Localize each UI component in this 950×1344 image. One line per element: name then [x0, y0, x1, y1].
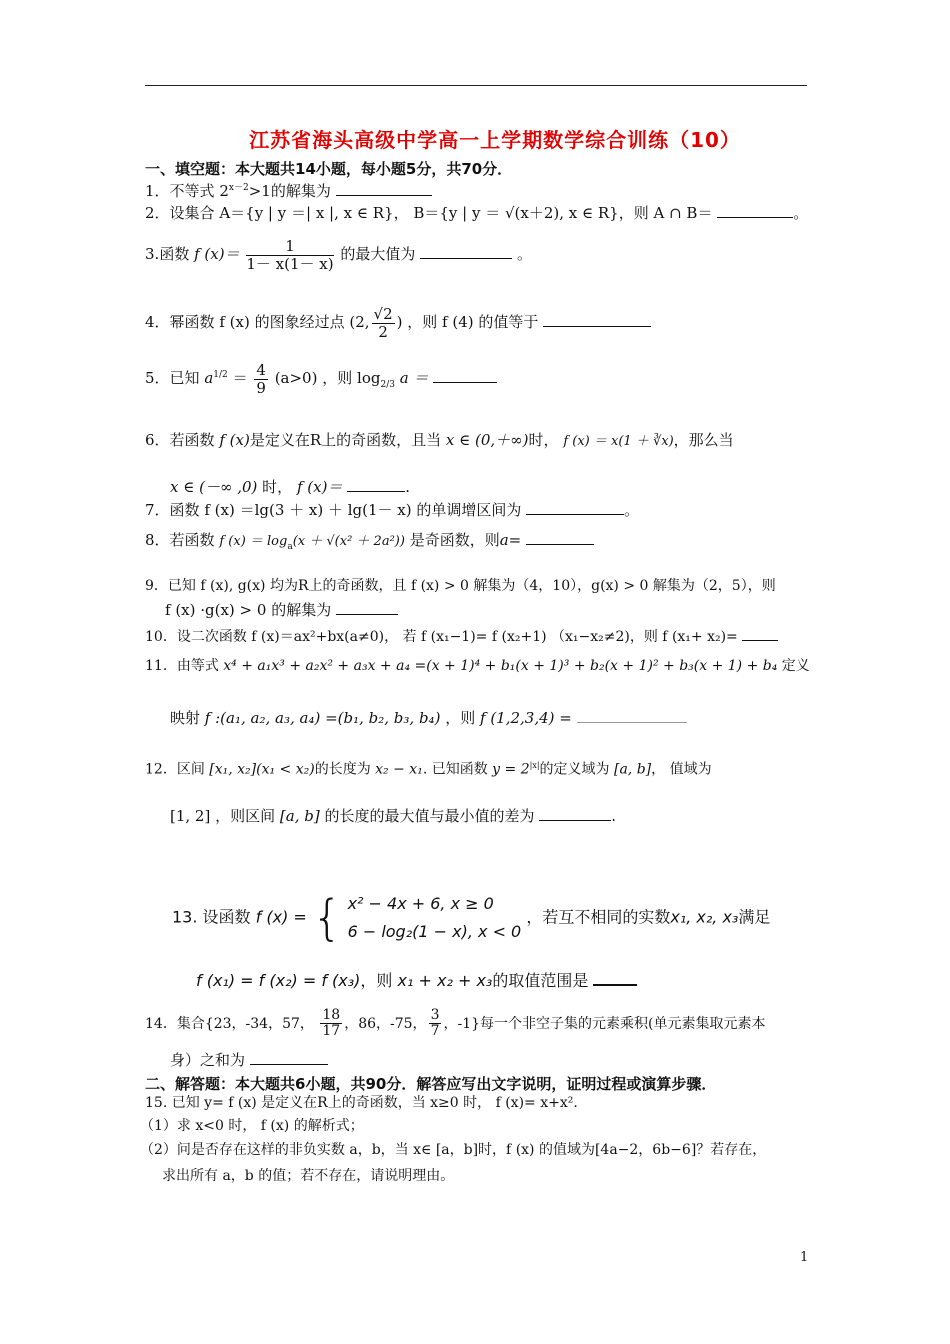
header-rule — [145, 85, 807, 86]
question-9-line-2: f (x) ·g(x) > 0 的解集为 — [165, 600, 830, 620]
question-3: 3.函数 f (x)＝ $\frac{1}{1- x(1- x)}$ 的最大值为 。 — [145, 237, 532, 273]
question-6: 6．若函数 f (x)是定义在R上的奇函数，且当 x ∈ (0,＋∞)时， f (x) ＝ x(1 ＋ ∛x)，那么当 — [145, 431, 734, 449]
piecewise-cases: x² − 4x + 6, x ≥ 0 6 − log₂(1 − x), x < 0 — [347, 894, 522, 941]
question-14-line-2: 身）之和为 — [170, 1050, 835, 1070]
answer-blank[interactable] — [336, 181, 432, 196]
section-answer-heading: 二、解答题：本大题共6小题，共90分．解答应写出文字说明，证明过程或演算步骤． — [145, 1075, 717, 1093]
question-7: 7．函数 f (x) ＝lg(3 ＋ x) ＋ lg(1－ x) 的单调增区间为 。 — [145, 501, 640, 519]
answer-blank[interactable] — [347, 477, 405, 492]
question-12-line-2: [1, 2] ，则区间 [a, b] 的长度的最大值与最小值的差为 . — [170, 807, 617, 825]
answer-blank[interactable] — [250, 1050, 328, 1065]
answer-blank[interactable] — [433, 368, 497, 383]
question-15-part-2: （2）问是否存在这样的非负实数 a，b，当 x∈ [a，b]时，f (x) 的值域为[4a−2，6b−6]？若存在， — [140, 1142, 767, 1158]
question-15-part-1: （1）求 x<0 时， f (x) 的解析式； — [140, 1118, 364, 1134]
fraction: $\frac{1}{1- x(1- x)}$ — [246, 237, 334, 273]
question-1: 1．不等式 $2^{x-2}>1$的解集为 — [145, 178, 810, 201]
question-11-line-2: 映射 f :(a₁, a₂, a₃, a₄) =(b₁, b₂, b₃, b₄) ，则 f (1,2,3,4) = — [170, 708, 835, 728]
page-number: 1 — [800, 1250, 809, 1265]
answer-blank[interactable] — [717, 203, 793, 218]
question-14: 14．集合{23，-34，57， $\frac{18}{17}$ ，86，-75， $\frac{3}{7}$ ，-1}每一个非空子集的元素乘积(单元素集取元素本 — [145, 1007, 766, 1040]
answer-blank[interactable] — [526, 500, 624, 515]
answer-blank[interactable] — [742, 626, 778, 641]
question-10: 10．设二次函数 f (x)＝ax²+bx(a≠0)， 若 f (x₁−1)= f (x₂+1) （x₁−x₂≠2)，则 f (x₁+ x₂)= — [145, 626, 810, 647]
answer-blank[interactable] — [539, 806, 611, 821]
answer-blank[interactable] — [420, 244, 512, 259]
fraction: $\frac{√2}{2}$ — [373, 305, 393, 341]
section-fill-in-heading: 一、填空题：本大题共14小题，每小题5分，共70分． — [145, 160, 513, 178]
answer-blank[interactable] — [336, 600, 398, 615]
question-15-part-2-line-2: 求出所有 a，b 的值；若不存在，请说明理由。 — [162, 1168, 455, 1184]
answer-blank[interactable] — [526, 530, 594, 545]
question-4: 4．幂函数 f (x) 的图象经过点 (2, $\frac{√2}{2}$ ) ，则 f (4) 的值等于 — [145, 306, 810, 350]
fraction: $\frac{18}{17}$ — [322, 1007, 341, 1040]
page-title: 江苏省海头高级中学高一上学期数学综合训练（10） — [249, 128, 741, 152]
question-13: 13. 设函数 f (x) = { x² − 4x + 6, x ≥ 0 6 − log₂(1 − x), x < 0 ，若互不相同的实数x₁, x₂, x₃满足 — [172, 890, 771, 946]
question-2: 2．设集合 A＝{y | y ＝| x |, x ∈ R}， B＝{y | y ＝ √(x＋2), x ∈ R}，则 A ∩ B＝ 。 — [145, 204, 809, 222]
question-11: 11．由等式 x⁴ + a₁x³ + a₂x² + a₃x + a₄ =(x + 1)⁴ + b₁(x + 1)³ + b₂(x + 1)² + b₃(x + 1) + b₄ 定义 — [145, 658, 810, 674]
question-12: 12．区间 [x₁, x₂](x₁ < x₂)的长度为 x₂ − x₁. 已知函数 $y = 2^{|x|}$的定义域为 [a, b]， 值域为 — [145, 761, 712, 778]
question-9: 9．已知 f (x), g(x) 均为R上的奇函数，且 f (x) > 0 解集为（4，10），g(x) > 0 解集为（2，5），则 — [145, 578, 776, 594]
question-6-line-2: x ∈ (－∞ ,0) 时， f (x)＝ . — [170, 478, 411, 496]
question-15: 15. 已知 y= f (x) 是定义在R上的奇函数，当 x≥0 时， f (x)= x+x². — [145, 1095, 578, 1111]
answer-blank[interactable] — [577, 708, 687, 723]
answer-blank[interactable] — [543, 312, 651, 327]
question-8: 8．若函数 f $(x) = \log_a(x + √(x^2 + 2a^2))$ 是奇函数，则a= — [145, 530, 810, 557]
brace-glyph: { — [311, 890, 343, 946]
question-13-line-2: f (x₁) = f (x₂) = f (x₃)，则 x₁ + x₂ + x₃的取值范围是 — [196, 970, 861, 991]
fraction: $\frac{3}{7}$ — [430, 1007, 440, 1040]
fraction: $\frac{4}{9}$ — [256, 361, 266, 397]
answer-blank[interactable] — [593, 970, 637, 986]
question-5: 5．已知 $a^{1/2}$ ＝ $\frac{4}{9}$ (a>0) ，则 $\log_{2/3} a$ ＝ — [145, 362, 810, 410]
